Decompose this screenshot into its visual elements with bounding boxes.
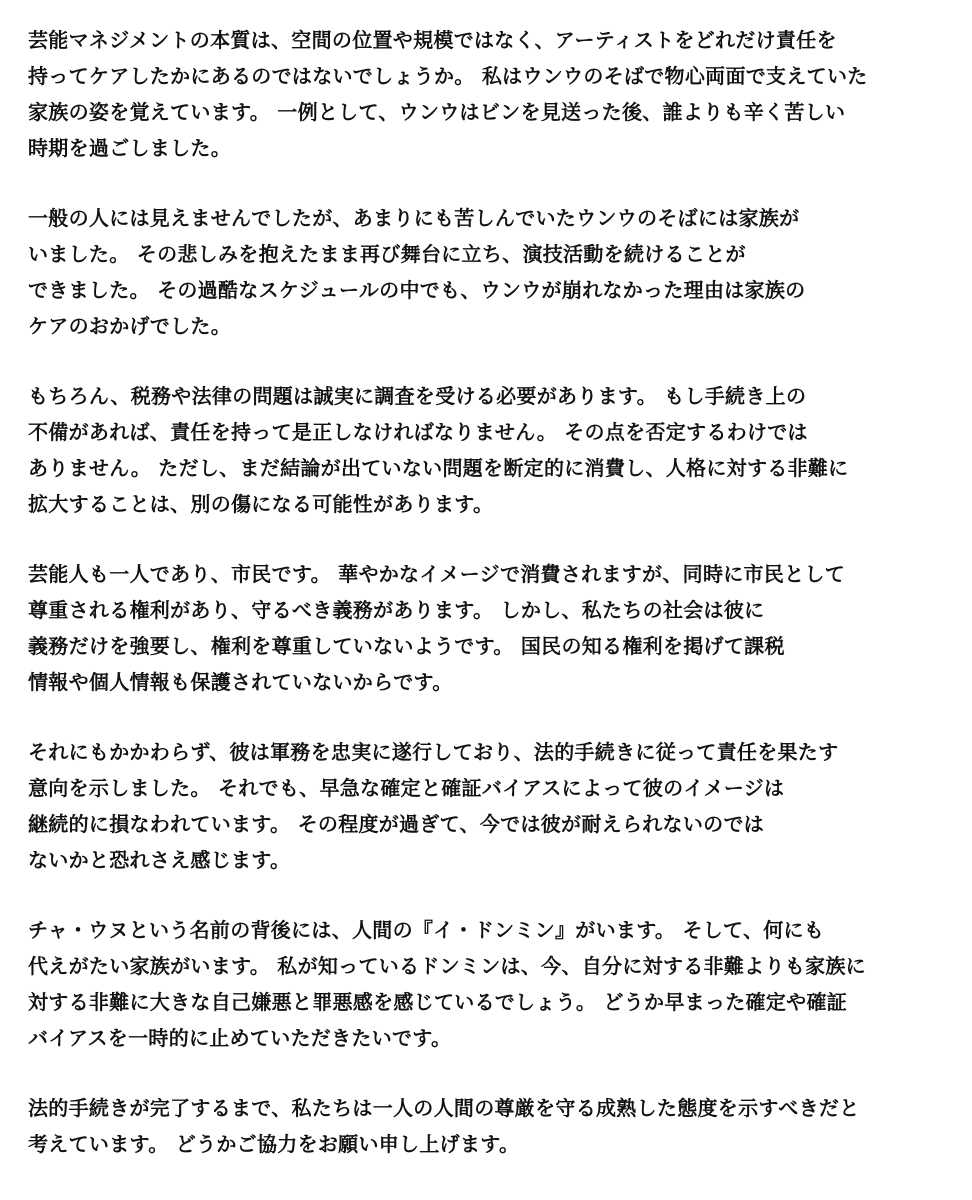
text-line: 拡大することは、別の傷になる可能性があります。 (28, 492, 494, 516)
paragraph (28, 22, 958, 166)
text-line: もちろん、税務や法律の問題は誠実に調査を受ける必要があります。 もし手続き上の (28, 384, 807, 408)
text-line: 代えがたい家族がいます。 私が知っているドンミンは、今、自分に対する非難よりも家族に (28, 954, 866, 978)
text-line: 意向を示しました。 それでも、早急な確定と確証バイアスによって彼のイメージは (28, 776, 785, 800)
text-line: 一般の人には見えませんでしたが、あまりにも苦しんでいたウンウのそばには家族が (28, 206, 800, 230)
text-line: 情報や個人情報も保護されていないからです。 (28, 670, 453, 694)
text-line: バイアスを一時的に止めていただきたいです。 (28, 1026, 452, 1050)
statement-document (28, 22, 958, 1196)
text-line: チャ・ウヌという名前の背後には、人間の『イ・ドンミン』がいます。 そして、何にも (28, 918, 825, 942)
paragraph (28, 734, 958, 878)
text-line: ないかと恐れさえ感じます。 (28, 848, 291, 872)
text-line: 家族の姿を覚えています。 一例として、ウンウはビンを見送った後、誰よりも辛く苦しい (28, 100, 846, 124)
text-line: 芸能マネジメントの本質は、空間の位置や規模ではなく、アーティストをどれだけ責任を (28, 28, 837, 52)
text-line: ありません。 ただし、まだ結論が出ていない問題を断定的に消費し、人格に対する非難に (28, 456, 849, 480)
text-line: 時期を過ごしました。 (28, 136, 231, 160)
paragraph (28, 556, 958, 700)
paragraph (28, 912, 958, 1056)
text-line: 芸能人も一人であり、市民です。 華やかなイメージで消費されますが、同時に市民として (28, 562, 846, 586)
text-line: いました。 その悲しみを抱えたまま再び舞台に立ち、演技活動を続けることが (28, 242, 746, 266)
text-line: 継続的に損なわれています。 その程度が過ぎて、今では彼が耐えられないのでは (28, 812, 765, 836)
text-line: それにもかかわらず、彼は軍務を忠実に遂行しており、法的手続きに従って責任を果たす (28, 740, 839, 764)
text-line: 不備があれば、責任を持って是正しなければなりません。 その点を否定するわけでは (28, 420, 808, 444)
text-line: 考えています。 どうかご協力をお願い申し上げます。 (28, 1132, 520, 1156)
text-line: 尊重される権利があり、守るべき義務があります。 しかし、私たちの社会は彼に (28, 598, 765, 622)
text-line: できました。 その過酷なスケジュールの中でも、ウンウが崩れなかった理由は家族の (28, 278, 806, 302)
text-line: 義務だけを強要し、権利を尊重していないようです。 国民の知る権利を掲げて課税 (28, 634, 785, 658)
text-line: 対する非難に大きな自己嫌悪と罪悪感を感じているでしょう。 どうか早まった確定や確証 (28, 990, 848, 1014)
text-line: ケアのおかげでした。 (28, 314, 231, 338)
paragraph (28, 200, 958, 344)
paragraph (28, 1090, 958, 1162)
text-line: 持ってケアしたかにあるのではないでしょうか。 私はウンウのそばで物心両面で支えていた (28, 64, 868, 88)
paragraph (28, 378, 958, 522)
text-line: 法的手続きが完了するまで、私たちは一人の人間の尊厳を守る成熟した態度を示すべきだと (28, 1096, 860, 1120)
